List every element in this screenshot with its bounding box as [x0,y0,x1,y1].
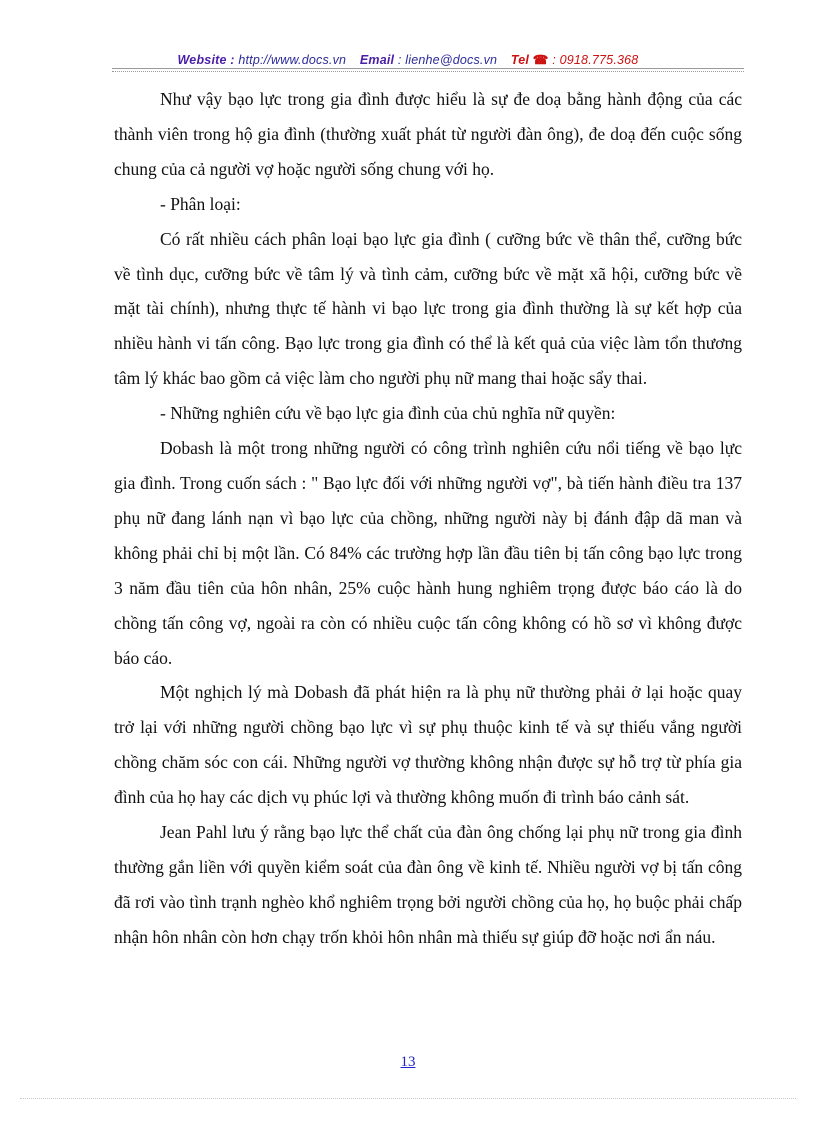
phone-icon: ☎ [532,53,549,67]
website-label: Website : [177,53,235,67]
header-rule [112,68,744,69]
paragraph-feminist-heading: - Những nghiên cứu về bạo lực gia đình của chủ nghĩa nữ quyền: [160,403,616,424]
email-label: Email [359,53,395,67]
page-header [0,52,816,67]
paragraph-dobash-paradox: Một nghịch lý mà Dobash đã phát hiện ra là phụ nữ thường phải ở lại hoặc quay trở lại với những người chồng bạo lực vì sự phụ thuộc kinh tế và sự thiếu vắng người chồng chăm sóc con cái. Những người vợ thường không nhận được sự hỗ trợ từ phía gia đình của họ hay các dịch vụ phúc lợi và thường không muốn đi trình báo cảnh sát. [114,682,742,808]
page-bottom-border [20,1098,796,1099]
paragraph-classification: Có rất nhiều cách phân loại bạo lực gia đình ( cưỡng bức về thân thể, cưỡng bức về tình dục, cưỡng bức về tâm lý và tình cảm, cưỡng bức về mặt xã hội, cưỡng bức về mặt tài chính), nhưng thực tế hành vi bạo lực trong gia đình thường là sự kết hợp của nhiều hành vi tấn công. Bạo lực trong gia đình có thể là kết quả của việc làm tổn thương tâm lý khác bao gồm cả việc làm cho người phụ nữ mang thai hoặc sẩy thai. [114,228,742,389]
document-body [114,82,742,955]
paragraph-jean-pahl: Jean Pahl lưu ý rằng bạo lực thể chất của đàn ông chống lại phụ nữ trong gia đình thường gắn liền với quyền kiểm soát của đàn ông về kinh tế. Nhiều người vợ bị tấn công đã rơi vào tình trạnh nghèo khổ nghiêm trọng bởi người chồng của họ, họ buộc phải chấp nhận hôn nhân còn hơn chạy trốn khỏi hôn nhân mà thiếu sự giúp đỡ hoặc nơi ẩn náu. [114,822,742,947]
email-link[interactable]: : lienhe@docs.vn [397,53,498,67]
tel-number: : 0918.775.368 [552,53,639,67]
tel-label: Tel [510,53,530,67]
paragraph-definition: Như vậy bạo lực trong gia đình được hiểu là sự đe doạ bằng hành động của các thành viên trong hộ gia đình (thường xuất phát từ người đàn ông), đe doạ đến cuộc sống chung của cả người vợ hoặc người sống chung với họ. [114,89,742,179]
website-link[interactable]: http://www.docs.vn [238,53,347,67]
header-rule-dotted [112,71,744,72]
paragraph-classification-heading: - Phân loại: [160,193,241,214]
paragraph-dobash-study: Dobash là một trong những người có công trình nghiên cứu nổi tiếng về bạo lực gia đình. Trong cuốn sách : " Bạo lực đối với những người vợ", bà tiến hành điều tra 137 phụ nữ đang lánh nạn vì bạo lực của chồng, những người này bị đánh đập dã man và không phải chỉ bị một lần. Có 84% các trường hợp lần đầu tiên bị tấn công bạo lực trong 3 năm đầu tiên của hôn nhân, 25% cuộc hành hung nghiêm trọng được báo cáo là do chồng tấn công vợ, ngoài ra còn có nhiều cuộc tấn công không có hồ sơ vì không được báo cáo. [114,438,742,668]
page-number[interactable]: 13 [400,1054,416,1070]
